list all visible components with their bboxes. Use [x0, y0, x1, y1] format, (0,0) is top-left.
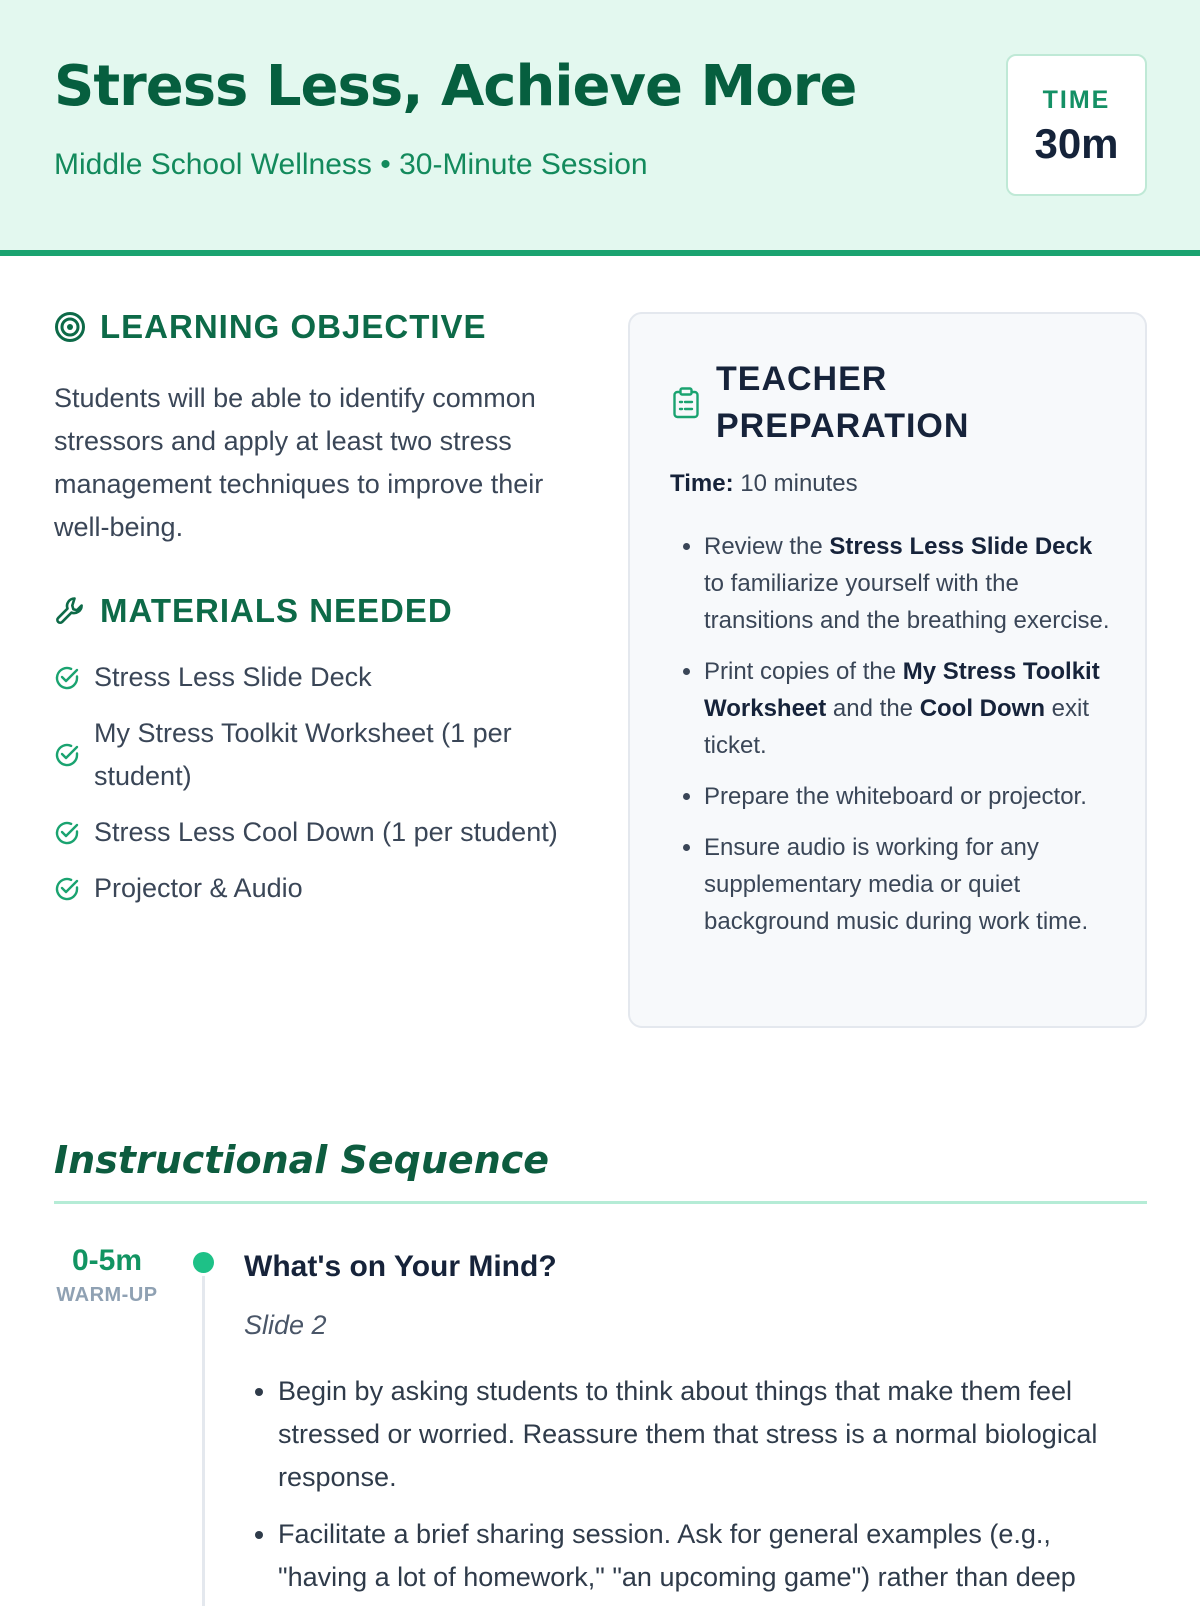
prep-list [670, 528, 1110, 954]
prep-bold-text: Cool Down [919, 695, 1045, 722]
prep-text: exit ticket. [704, 695, 1090, 759]
list-item [704, 653, 1110, 764]
step-title: What's on Your Mind? [244, 1250, 557, 1283]
step-bullets [244, 1370, 1134, 1613]
objective-heading [54, 308, 487, 346]
prep-text: Review the [704, 533, 830, 560]
teacher-prep-card [628, 312, 1147, 1028]
page-title: Stress Less, Achieve More [54, 54, 857, 119]
step-time: 0-5m [71, 1244, 143, 1277]
check-circle-icon [54, 665, 80, 691]
prep-heading-label: TEACHER PREPARATION [716, 360, 970, 445]
wrench-icon [54, 595, 86, 627]
prep-heading [672, 356, 976, 450]
list-item [54, 712, 594, 798]
objective-text: Students will be able to identify common stressors and apply at least two stress management techniques to improve their well-being. [54, 383, 544, 542]
list-item [54, 811, 594, 854]
prep-text: and the [826, 695, 920, 722]
step-phase: WARM-UP [56, 1284, 158, 1306]
materials-heading [54, 592, 453, 630]
prep-text: to familiarize yourself with the transitions and the breathing exercise. [704, 570, 1110, 634]
sequence-heading: Instructional Sequence [54, 1138, 550, 1182]
materials-list [54, 656, 594, 923]
check-circle-icon [54, 876, 80, 902]
target-icon [54, 311, 86, 343]
list-item: • Facilitate a brief sharing session. Ask for general examples (e.g., "having a lot of homework," "an upcoming game") rather than deep [278, 1513, 1134, 1599]
list-item [704, 829, 1110, 940]
time-value: 30m [1034, 120, 1119, 167]
prep-text: Ensure audio is working for any supplementary media or quiet background music during work time. [704, 834, 1089, 935]
list-item [54, 656, 594, 699]
sequence-divider [54, 1201, 1147, 1204]
list-item: • Begin by asking students to think about things that make them feel stressed or worried. Reassure them that stress is a normal biological response. [278, 1370, 1134, 1499]
material-label: My Stress Toolkit Worksheet (1 per student) [94, 718, 512, 791]
material-label: Stress Less Slide Deck [94, 662, 372, 692]
material-label: Projector & Audio [94, 873, 303, 903]
materials-heading-label: MATERIALS NEEDED [100, 592, 453, 629]
timeline-line [202, 1276, 205, 1606]
page-subtitle: Middle School Wellness • 30-Minute Session [54, 148, 648, 181]
prep-bold-text: Stress Less Slide Deck [829, 533, 1093, 560]
material-label: Stress Less Cool Down (1 per student) [94, 817, 558, 847]
check-circle-icon [54, 820, 80, 846]
list-item [704, 528, 1110, 639]
time-badge [1006, 54, 1147, 196]
time-label: TIME [1042, 86, 1111, 114]
list-item [704, 778, 1110, 815]
clipboard-icon [672, 387, 700, 419]
prep-time-value: 10 minutes [740, 470, 858, 497]
prep-text: Prepare the whiteboard or projector. [704, 783, 1087, 810]
page-header [0, 0, 1200, 256]
objective-heading-label: LEARNING OBJECTIVE [100, 308, 487, 345]
prep-time-label: Time: [670, 470, 734, 497]
list-item [54, 867, 594, 910]
check-circle-icon [54, 742, 80, 768]
prep-text: Print copies of the [704, 658, 903, 685]
timeline-dot [193, 1252, 214, 1273]
prep-bold-text: My Stress Toolkit Worksheet [704, 658, 1100, 722]
prep-time [670, 470, 858, 498]
step-slide-ref: Slide 2 [244, 1310, 327, 1340]
